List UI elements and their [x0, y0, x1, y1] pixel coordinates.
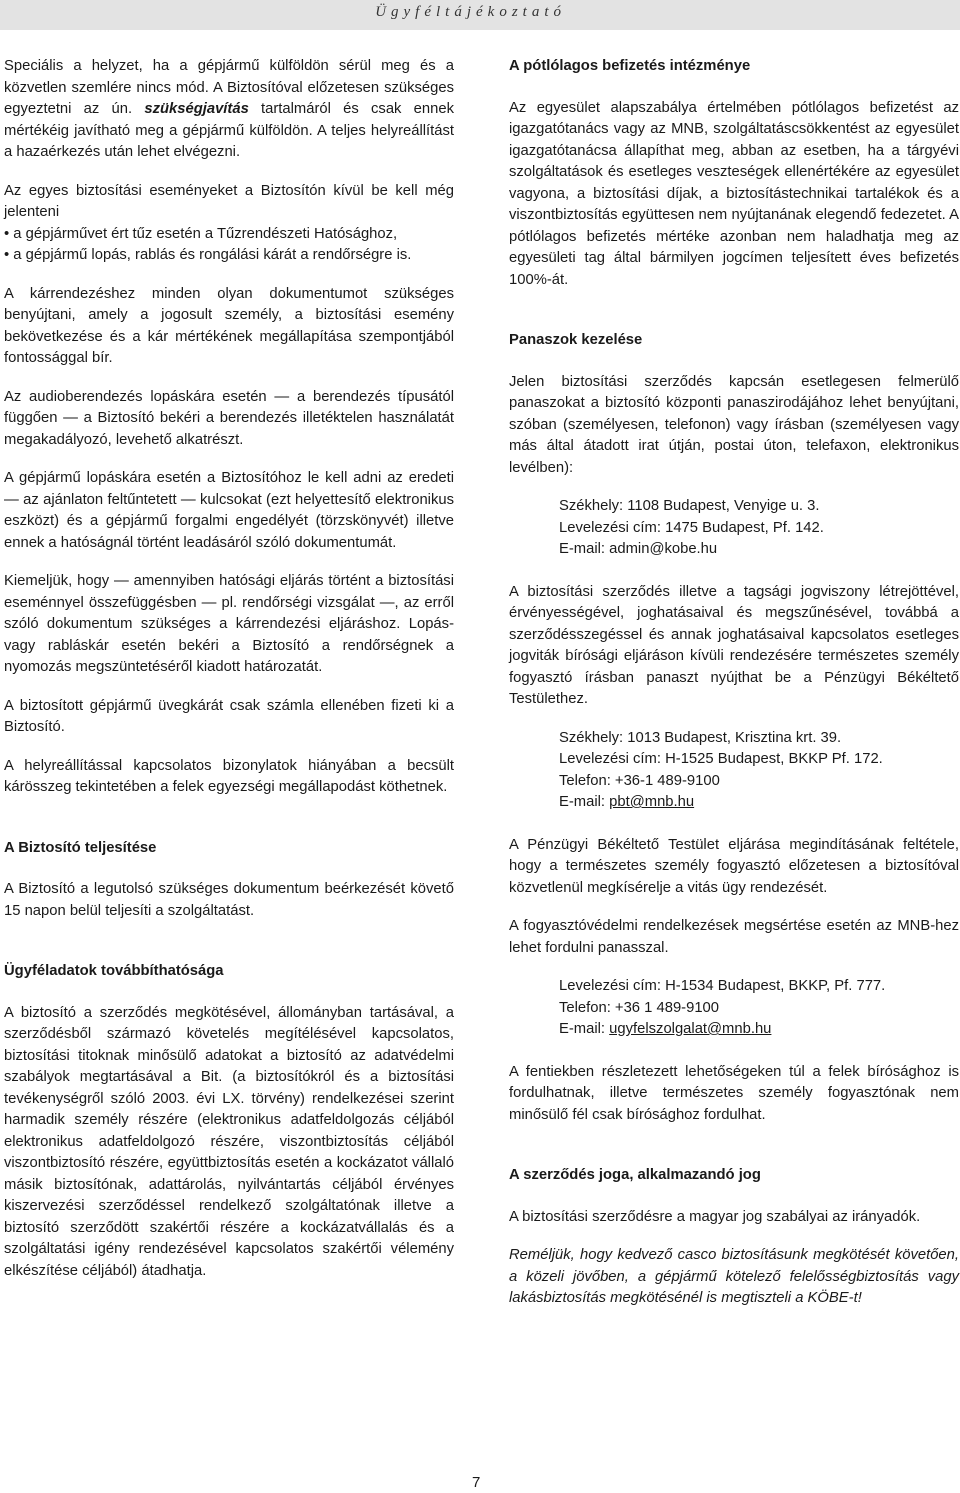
paragraph: Az egyes biztosítási eseményeket a Biztosítón kívül be kell még jelenteni [4, 182, 454, 220]
paragraph: A helyreállítással kapcsolatos bizonylatok hiányában a becsült kárösszeg tekintetében a felek egyezségi megállapodást köthetnek. [4, 757, 454, 795]
address-line: E-mail: ugyfelszolgalat@mnb.hu [559, 1021, 772, 1037]
address-line: Levelezési cím: 1475 Budapest, Pf. 142. [559, 519, 824, 536]
paragraph: A fentiekben részletezett lehetőségeken túl a felek bírósághoz is fordulhatnak, illetve természetes személy fogyasztónak nem minősülő fél csak bírósághoz fordulhat. [509, 1063, 959, 1123]
section-heading: A Biztosító teljesítése [4, 839, 157, 856]
emphasis-term: szükségjavítás [144, 101, 249, 117]
bullet-item: • a gépjárművet ért tűz esetén a Tűzrendészeti Hatósághoz, [4, 225, 398, 242]
address-line: E-mail: admin@kobe.hu [559, 541, 718, 557]
section-heading: Ügyféladatok továbbíthatósága [4, 963, 224, 979]
paragraph: Kiemeljük, hogy — amennyiben hatósági eljárás történt a biztosítási eseménnyel összefüggésben — pl. rendőrségi vizsgálat —, az erről szóló dokumentum szükséges a kárrendezési eljáráshoz. Lopás- vagy rabláskár esetén bekéri a Biztosító a rendőrségnek a nyomozás megszüntetéséről kiadott határozatát. [4, 573, 454, 675]
closing-paragraph: Reméljük, hogy kedvező casco biztosításunk megkötését követően, a közeli jövőben, a gépjármű kötelező felelősségbiztosítás vagy lakásbiztosítás megkötésénél is megtiszteli a KÖBE-t! [509, 1247, 959, 1306]
paragraph: A biztosító a szerződés megkötésével, állományban tartásával, a szerződésből származó követelés megítélésével kapcsolatos, biztosítási titoknak minősülő adatokat a biztosító az adatvédelmi szabályok megtartásával a Bit. (a biztosítókról és a biztosítási tevékenységről szóló 2003. évi LX. törvény) rendelkezései szerint harmadik személy részére (elektronikus adatfeldolgozás céljából elektronikus adatfeldolgozó részére, viszontbiztosítás céljából viszontbiztosító részére, együttbiztosítás esetén a kockázatot vállaló másik biztosítónak, adattárolás, nyilvántartás céljából érvényes kiszervezési szerződéssel rendelkező szolgáltatónak illetve a biztosító szerződött szakértői részére a kockázatvállalás és a szolgáltatási igény rendezésével kapcsolatos szakértői vélemény elkészítése céljából) átadhatja. [4, 1004, 454, 1279]
left-column [4, 56, 454, 1299]
paragraph: A biztosított gépjármű üvegkárát csak számla ellenében fizeti ki a Biztosító. [4, 697, 454, 735]
paragraph: Jelen biztosítási szerződés kapcsán esetlegesen felmerülő panaszokat a biztosító központi panaszirodájához lehet benyújtani, szóban (személyesen, telefonon) vagy írásban (személyesen vagy más által átadott irat útján, postai úton, telefaxon, elektronikus levélben): [509, 373, 959, 476]
email-link[interactable]: pbt@mnb.hu [609, 794, 695, 810]
paragraph: A fogyasztóvédelmi rendelkezések megsértése esetén az MNB-hez lehet fordulni panasszal. [509, 918, 959, 956]
paragraph: A gépjármű lopáskára esetén a Biztosítóhoz le kell adni az eredeti — az ajánlaton feltűntetett — kulcsokat (ezt helyettesítő elektronikus eszközt) és a gépjármű forgalmi engedélyét (törzskönyvét) illetve ennek a hatóságnál történt leadásáról szóló dokumentumát. [4, 470, 454, 551]
address-line: Levelezési cím: H-1525 Budapest, BKKP Pf. 172. [559, 751, 883, 767]
paragraph: A kárrendezéshez minden olyan dokumentumot szükséges benyújtani, amely a jogosult személy, a biztosítási esemény bekövetkezése és a kár mértékének megállapítása szempontjából fontossággal bír. [4, 285, 454, 366]
paragraph: A biztosítási szerződésre a magyar jog szabályai az irányadók. [509, 1208, 921, 1225]
header-bar [0, 0, 960, 30]
paragraph: A Pénzügyi Békéltető Testület eljárása megindításának feltétele, hogy a természetes személy fogyasztó előzetesen a biztosítóval közvetlenül megkísérelje a vitás ügy rendezését. [509, 836, 959, 896]
paragraph: A biztosítási szerződés illetve a tagsági jogviszony létrejöttével, érvényességével, joghatásaival és megszűnésével, továbbá a szerződésszegéssel és annak joghatásaival kapcsolatos esetleges jogviták bírósági eljáráson kívüli rendezésére természetes személy fogyasztó írásban panaszt nyújthat be a Pénzügyi Békéltető Testülethez. [509, 583, 959, 707]
address-line: E-mail: pbt@mnb.hu [559, 794, 695, 810]
address-line: Levelezési cím: H-1534 Budapest, BKKP, Pf. 777. [559, 978, 886, 994]
bullet-item: • a gépjármű lopás, rablás és rongálási kárát a rendőrségre is. [4, 247, 412, 263]
section-heading: A pótlólagos befizetés intézménye [509, 58, 751, 74]
address-line: Székhely: 1108 Budapest, Venyige u. 3. [559, 498, 820, 514]
section-heading: A szerződés joga, alkalmazandó jog [509, 1167, 761, 1183]
paragraph: A Biztosító a legutolsó szükséges dokumentum beérkezését követő 15 napon belül teljesíti a szolgáltatást. [4, 881, 454, 919]
address-line: Telefon: +36 1 489-9100 [559, 999, 720, 1016]
address-block [509, 728, 959, 814]
paragraph: Az egyesület alapszabálya értelmében pótlólagos befizetést az igazgatótanács vagy az MNB, szolgáltatáscsökkentést az egyesület igazgatótanácsa állapíthat meg, abban az esetben, ha a tárgyévi szolgáltatások és esetleges veszteségek ellenértékére az egyesület vagyona, a biztosítási díjak, a biztosítástechnikai tartalékok és a viszontbiztosítás együttesen nem nyújtanának elegendő fedezetet. A pótlólagos befizetés mértéke azonban nem haladhatja meg az egyesületi tag által bármilyen jogcímen teljesített éves befizetés 100%-át. [509, 99, 959, 288]
paragraph: Az audioberendezés lopáskára esetén — a berendezés típusától függően — a Biztosító bekéri a berendezés illetéktelen használatát megakadályozó, levehető alkatrészt. [4, 388, 454, 448]
address-line: Székhely: 1013 Budapest, Krisztina krt. 39. [559, 729, 842, 746]
page-number: 7 [472, 1474, 481, 1491]
paragraph: Speciális a helyzet, ha a gépjármű külföldön sérül meg és a közvetlen szemlére nincs mód. A Biztosítóval előzetesen szükséges egyeztetni az ún. szükségjavítás tartalmáról és csak ennek mértékéig javítható meg a gépjármű külföldön. A teljes helyreállítást a hazaérkezés után lehet elvégezni. [4, 58, 454, 160]
right-column [509, 56, 959, 1327]
email-link[interactable]: ugyfelszolgalat@mnb.hu [609, 1021, 772, 1037]
header-title: Ügyféltájékoztató [375, 4, 566, 20]
section-heading: Panaszok kezelése [509, 332, 643, 348]
address-block [509, 976, 959, 1041]
address-line: Telefon: +36-1 489-9100 [559, 772, 720, 789]
address-block [509, 496, 959, 561]
